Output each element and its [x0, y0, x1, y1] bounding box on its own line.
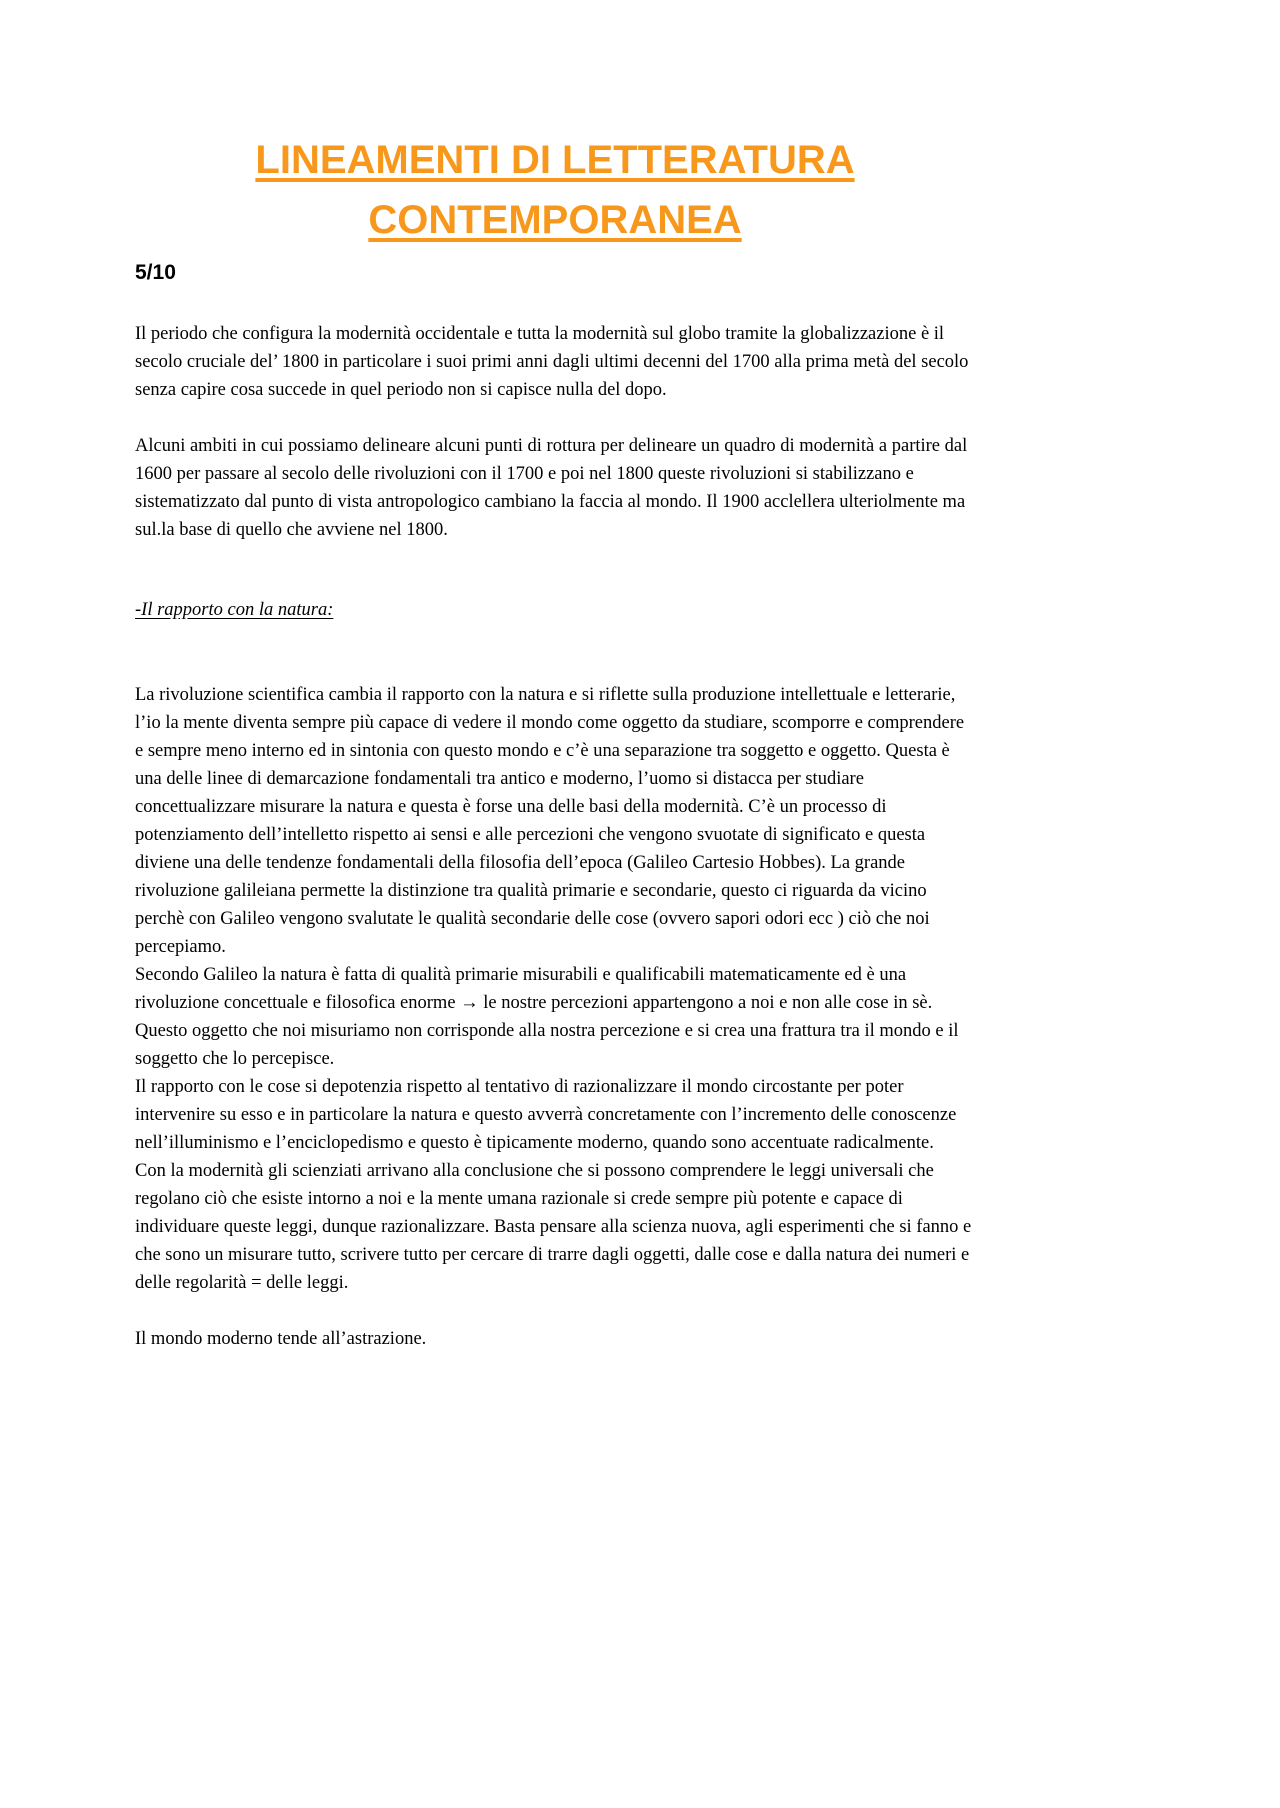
paragraph-body-1: La rivoluzione scientifica cambia il rapporto con la natura e si riflette sulla produzione intellettuale e letterarie, l’io la mente diventa sempre più capace di vedere il mondo come oggetto da studiare, scomporre e comprendere e sempre meno interno ed in sintonia con questo mondo e c’è una separazione tra soggetto e oggetto. Questa è una delle linee di demarcazione fondamentali tra antico e moderno, l’uomo si distacca per studiare concettualizzare misurare la natura e questa è forse una delle basi della modernità. C’è un processo di potenziamento dell’intelletto rispetto ai sensi e alle percezioni che vengono svuotate di significato e questa diviene una delle tendenze fondamentali della filosofia dell’epoca (Galileo Cartesio Hobbes). La grande rivoluzione galileiana permette la distinzione tra qualità primarie e secondarie, questo ci riguarda da vicino perchè con Galileo vengono svalutate le qualità secondarie delle cose (ovvero sapori odori ecc ) ciò che noi percepiamo. [135, 685, 965, 957]
paragraph-body-4: Con la modernità gli scienziati arrivano alla conclusione che si possono comprendere le leggi universali che regolano ciò che esiste intorno a noi e la mente umana razionale si crede sempre più potente e capace di individuare queste leggi, dunque razionalizzare. Basta pensare alla scienza nuova, agli esperimenti che si fanno e che sono un misurare tutto, scrivere tutto per cercare di trarre dagli oggetti, dalle cose e dalla natura dei numeri e delle regolarità = delle leggi. [135, 1161, 972, 1293]
paragraph-intro-1: Il periodo che configura la modernità occidentale e tutta la modernità sul globo tramite la globalizzazione è il secolo cruciale del’ 1800 in particolare i suoi primi anni dagli ultimi decenni del 1700 alla prima metà del secolo senza capire cosa succede in quel periodo non si capisce nulla del dopo. [135, 324, 969, 400]
paragraph-intro-2: Alcuni ambiti in cui possiamo delineare alcuni punti di rottura per delineare un quadro di modernità a partire dal 1600 per passare al secolo delle rivoluzioni con il 1700 e poi nel 1800 queste rivoluzioni si stabilizzano e sistematizzato dal punto di vista antropologico cambiano la faccia al mondo. Il 1900 acclellera ulteriolmente ma sul.la base di quello che avviene nel 1800. [135, 436, 968, 540]
paragraph-body-2: Secondo Galileo la natura è fatta di qualità primarie misurabili e qualificabili matematicamente ed è una rivoluzione concettuale e filosofica enorme → le nostre percezioni appartengono a noi e non alle cose in sè. Questo oggetto che noi misuriamo non corrisponde alla nostra percezione e si crea una frattura tra il mondo e il soggetto che lo percepisce. [135, 965, 959, 1069]
paragraph-closing: Il mondo moderno tende all’astrazione. [135, 1329, 427, 1349]
paragraph-body-3: Il rapporto con le cose si depotenzia rispetto al tentativo di razionalizzare il mondo circostante per poter intervenire su esso e in particolare la natura e questo avverrà concretamente con l’incremento delle conoscenze nell’illuminismo e l’enciclopedismo e questo è tipicamente moderno, quando sono accentuate radicalmente. [135, 1077, 957, 1153]
section-heading-rapporto-natura: -Il rapporto con la natura: [135, 600, 334, 620]
document-title: LINEAMENTI DI LETTERATURA CONTEMPORANEA [255, 138, 855, 242]
page-label: 5/10 [135, 261, 176, 284]
